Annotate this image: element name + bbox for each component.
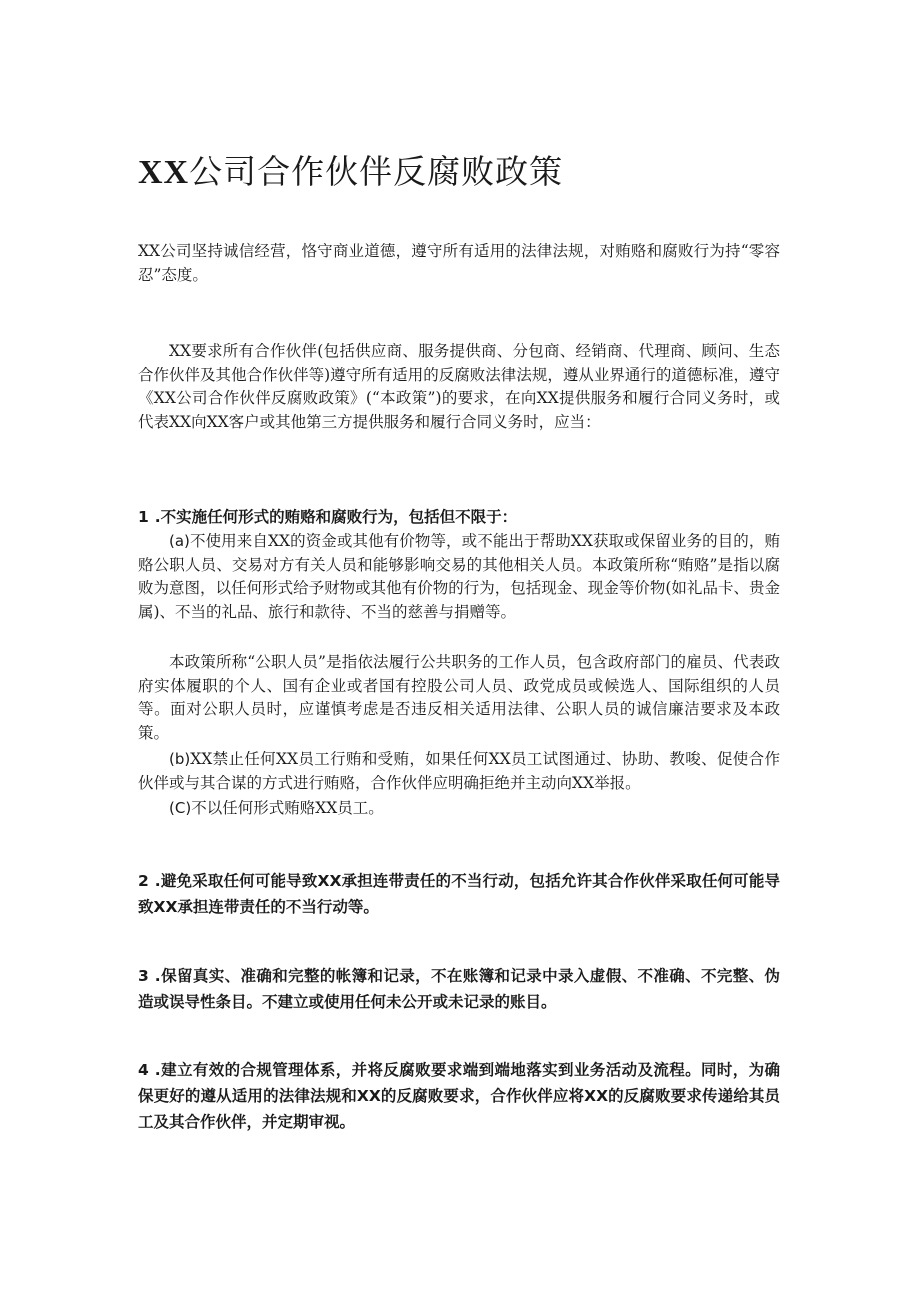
scope-paragraph: XX要求所有合作伙伴(包括供应商、服务提供商、分包商、经销商、代理商、顾问、生态合作伙伴及其他合作伙伴等)遵守所有适用的反腐败法律法规，遵从业界通行的道德标准，遵守《XX公司合作伙伴反腐败政策》(“本政策”)的要求，在向XX提供服务和履行合同义务时，或代表XX向XX客户或其他第三方提供服务和履行合同义务时，应当：: [138, 342, 780, 431]
section-2: [138, 868, 780, 920]
item-a-text: 不使用来自XX的资金或其他有价物等，或不能出于帮助XX获取或保留业务的目的，贿赂公职人员、交易对方有关人员和能够影响交易的其他相关人员。本政策所称“贿赂”是指以腐败为意图，以任何形式给予财物或其他有价物的行为，包括现金、现金等价物(如礼品卡、贵金属)、不当的礼品、旅行和款待、不当的慈善与捐赠等。: [138, 532, 780, 621]
title-text: 公司合作伙伴反腐败政策: [189, 152, 564, 191]
item-c-text: 不以任何形式贿赂XX员工。: [191, 799, 384, 817]
section-1-item-a: [138, 530, 780, 624]
section-2-text: .避免采取任何可能导致XX承担连带责任的不当行动，包括允许其合作伙伴采取任何可能导致XX承担连带责任的不当行动等。: [138, 872, 780, 916]
intro-paragraph: XX公司坚持诚信经营，恪守商业道德，遵守所有适用的法律法规，对贿赂和腐败行为持“零容忍”态度。: [138, 242, 780, 284]
section-3-number: 3: [138, 967, 149, 985]
document-title: [138, 146, 838, 199]
item-c-label: (C): [169, 799, 192, 817]
section-1-item-b: [138, 748, 780, 795]
section-1-number: 1: [138, 508, 149, 526]
section-4-text: .建立有效的合规管理体系，并将反腐败要求端到端地落实到业务活动及流程。同时，为确保更好的遵从适用的法律法规和XX的反腐败要求，合作伙伴应将XX的反腐败要求传递给其员工及其合作伙伴，并定期审视。: [138, 1061, 780, 1131]
section-4-number: 4: [138, 1061, 149, 1079]
section-4: [138, 1057, 780, 1135]
section-2-number: 2: [138, 872, 149, 890]
section-1-item-c: [138, 797, 780, 821]
item-b-text: XX禁止任何XX员工行贿和受贿，如果任何XX员工试图通过、协助、教唆、促使合作伙伴或与其合谋的方式进行贿赂，合作伙伴应明确拒绝并主动向XX举报。: [138, 750, 780, 792]
section-3: [138, 963, 780, 1015]
item-a-label: (a): [169, 532, 190, 550]
item-b-label: (b): [169, 750, 191, 768]
section-3-text: .保留真实、准确和完整的帐簿和记录，不在账簿和记录中录入虚假、不准确、不完整、伪造或误导性条目。不建立或使用任何未公开或未记录的账目。: [138, 967, 780, 1011]
section-1-text: .不实施任何形式的贿赂和腐败行为，包括但不限于：: [154, 508, 518, 526]
official-definition-paragraph: 本政策所称“公职人员”是指依法履行公共职务的工作人员，包含政府部门的雇员、代表政府实体履职的个人、国有企业或者国有控股公司人员、政党成员或候选人、国际组织的人员等。面对公职人员时，应谨慎考虑是否违反相关适用法律、公职人员的诚信廉洁要求及本政策。: [138, 653, 780, 742]
section-1-heading: [138, 504, 780, 530]
title-company-code: XX: [138, 154, 190, 191]
